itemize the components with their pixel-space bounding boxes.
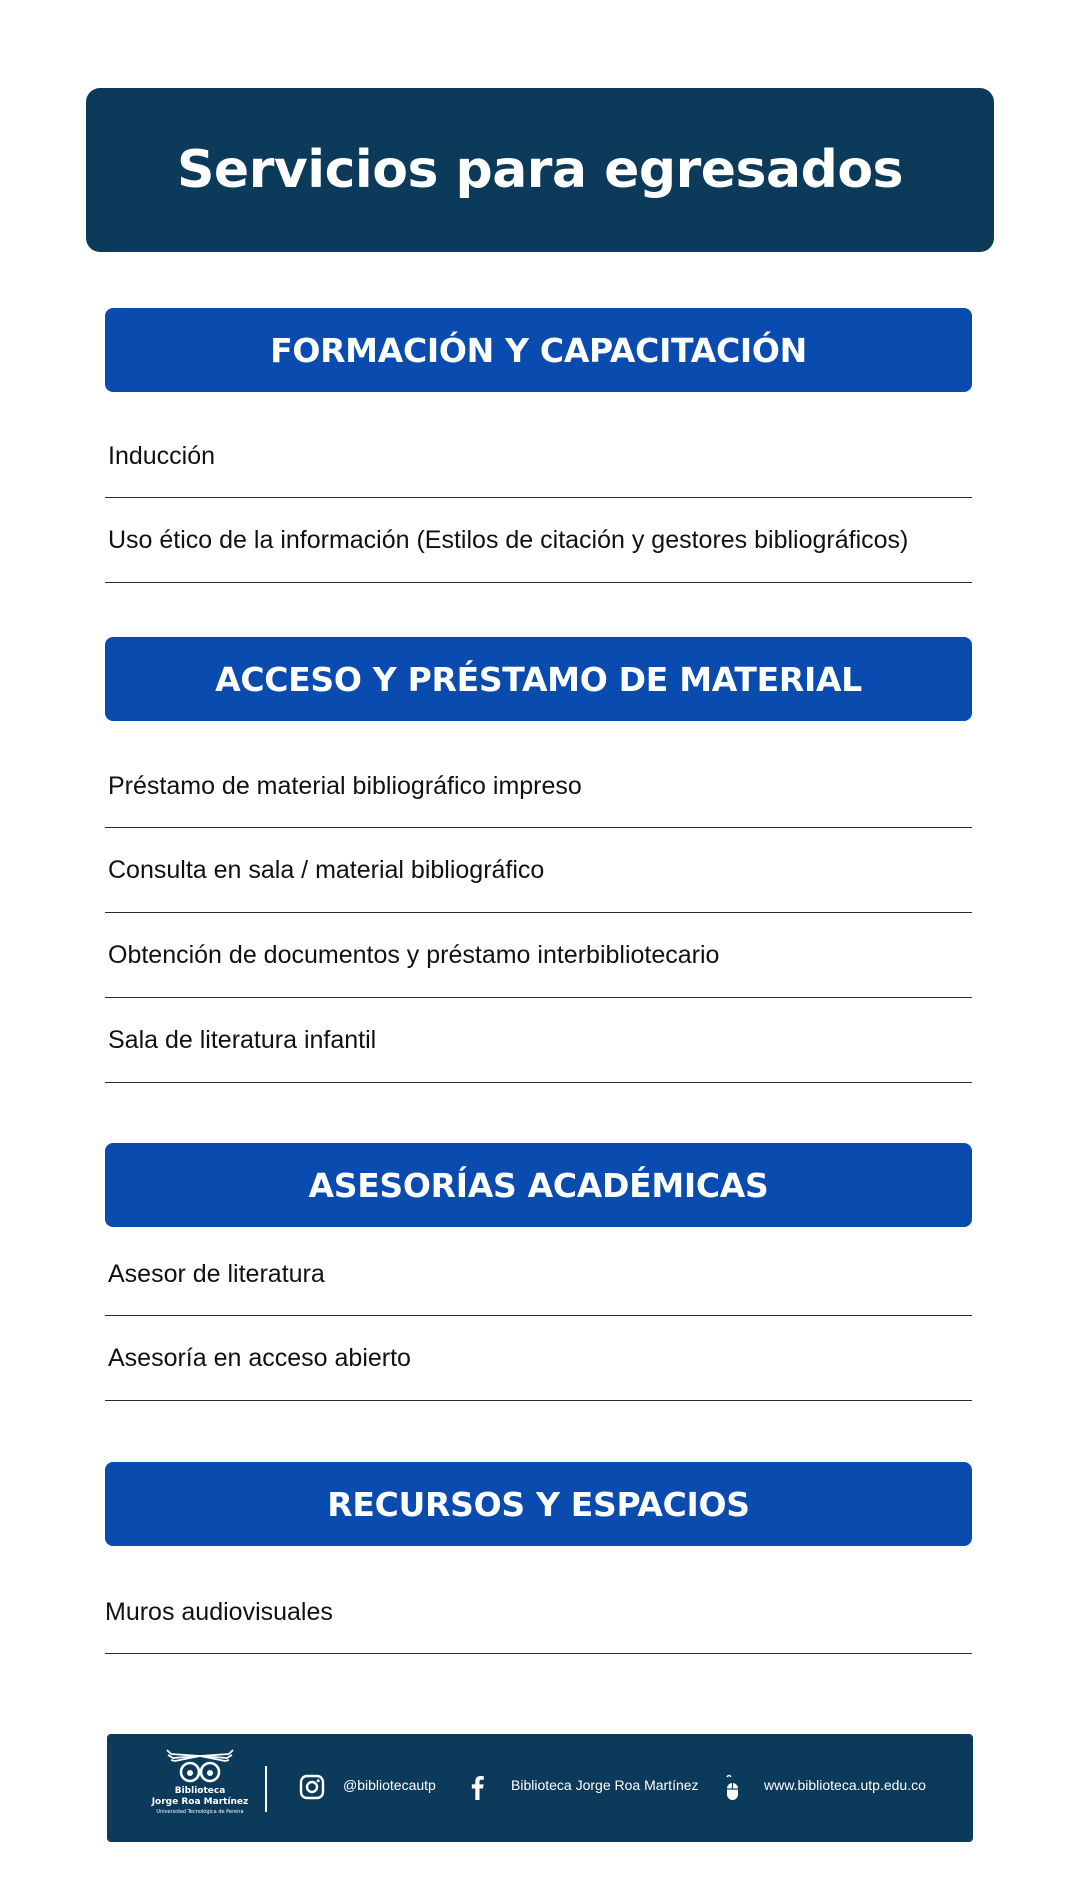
list-item-label: Inducción [108, 442, 216, 470]
list-item-label: Préstamo de material bibliográfico impreso [108, 771, 582, 800]
list-item [105, 416, 972, 498]
facebook-icon[interactable] [469, 1774, 485, 1805]
page-title-banner [86, 88, 994, 252]
logo-text-line1: Biblioteca [174, 1786, 226, 1796]
section-header-acceso [105, 637, 972, 721]
list-item-label: Uso ético de la información (Estilos de citación y gestores bibliográficos) [108, 525, 909, 554]
section-header-formacion [105, 308, 972, 392]
list-item-label: Obtención de documentos y préstamo interbibliotecario [108, 940, 720, 969]
facebook-page[interactable]: Biblioteca Jorge Roa Martínez [511, 1777, 699, 1793]
page-title: Servicios para egresados [176, 140, 903, 200]
list-item [105, 1316, 972, 1401]
list-item [105, 828, 972, 913]
instagram-icon[interactable] [299, 1774, 325, 1805]
website-link[interactable]: www.biblioteca.utp.edu.co [764, 1777, 926, 1793]
mouse-icon [723, 1774, 741, 1807]
section-header-label: ACCESO Y PRÉSTAMO DE MATERIAL [215, 659, 862, 699]
list-item [105, 498, 972, 583]
list-item-label: Asesor de literatura [108, 1260, 325, 1288]
footer-divider [265, 1766, 267, 1812]
list-item-label: Asesoría en acceso abierto [108, 1343, 411, 1372]
list-item [105, 998, 972, 1083]
instagram-handle[interactable]: @bibliotecautp [343, 1777, 436, 1793]
library-logo-icon [165, 1748, 235, 1784]
list-item [105, 913, 972, 998]
list-item [105, 1572, 972, 1654]
section-header-label: FORMACIÓN Y CAPACITACIÓN [270, 330, 807, 370]
list-item-label: Muros audiovisuales [105, 1598, 333, 1626]
section-header-asesorias [105, 1143, 972, 1227]
list-item [105, 1234, 972, 1316]
list-item-label: Sala de literatura infantil [108, 1025, 377, 1054]
list-item [105, 745, 972, 828]
footer-bar [107, 1734, 973, 1842]
list-item-label: Consulta en sala / material bibliográfico [108, 855, 545, 884]
logo-text-line3: Universidad Tecnológica de Pereira [156, 1809, 244, 1815]
section-header-label: ASESORÍAS ACADÉMICAS [308, 1165, 769, 1205]
section-header-recursos [105, 1462, 972, 1546]
section-header-label: RECURSOS Y ESPACIOS [327, 1484, 750, 1524]
library-logo [147, 1748, 253, 1832]
logo-text-line2: Jorge Roa Martínez [151, 1797, 249, 1807]
